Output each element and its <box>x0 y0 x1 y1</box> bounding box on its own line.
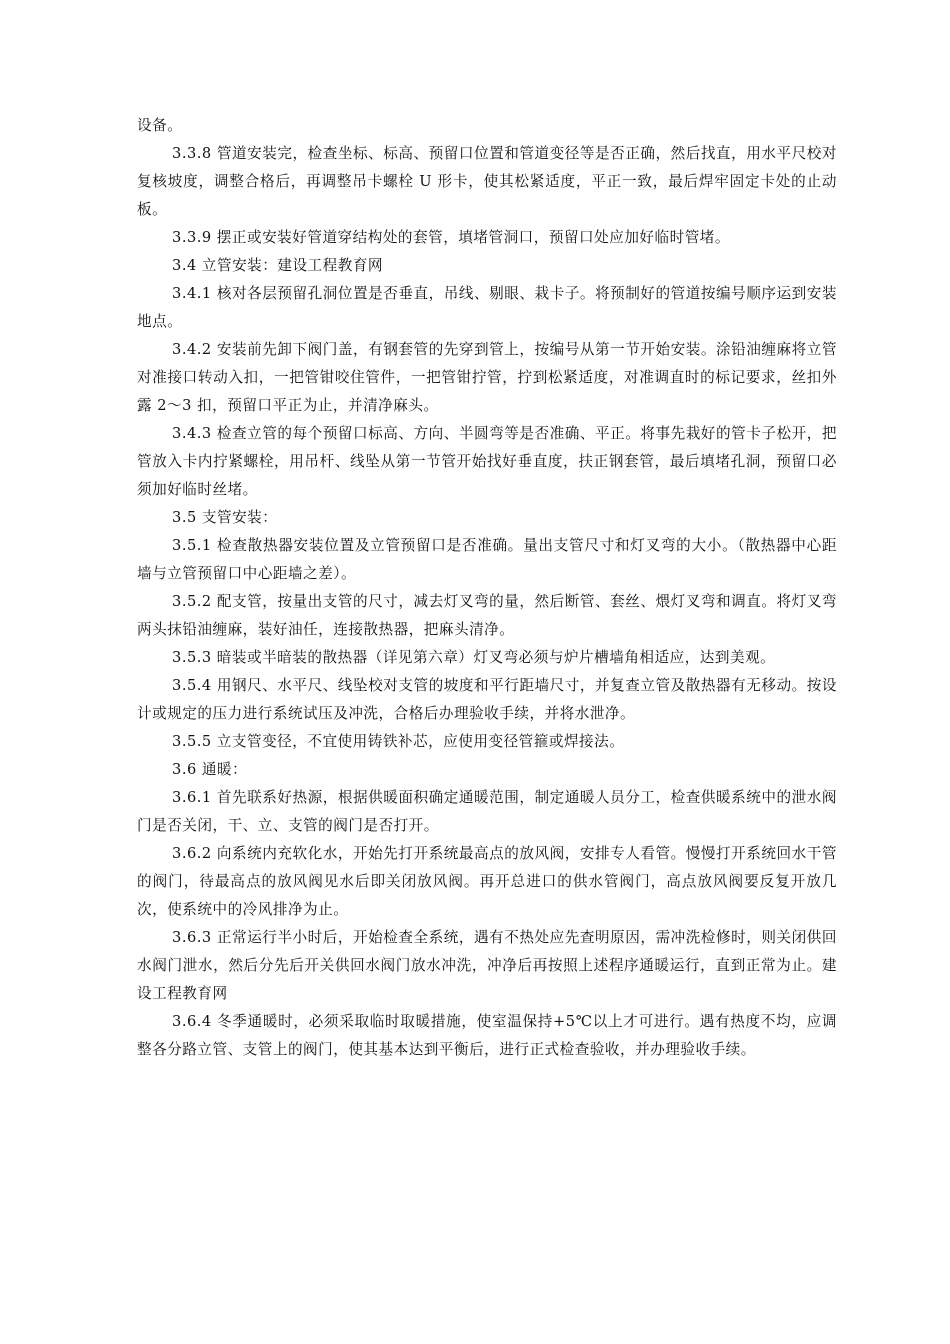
paragraph-3-6-4: 3.6.4 冬季通暖时，必须采取临时取暖措施，使室温保持+5℃以上才可进行。遇有热度不均，应调整各分路立管、支管上的阀门，使其基本达到平衡后，进行正式检查验收，并办理验收手续。 <box>137 1013 837 1058</box>
paragraph-3-4-3: 3.4.3 检查立管的每个预留口标高、方向、半圆弯等是否准确、平正。将事先栽好的管卡子松开，把管放入卡内拧紧螺栓，用吊杆、线坠从第一节管开始找好垂直度，扶正钢套管，最后填堵孔洞，预留口必须加好临时丝堵。 <box>137 425 837 498</box>
paragraph-continuation: 设备。 <box>137 117 183 134</box>
paragraph-3-6-1: 3.6.1 首先联系好热源，根据供暖面积确定通暖范围，制定通暖人员分工，检查供暖系统中的泄水阀门是否关闭，干、立、支管的阀门是否打开。 <box>137 789 837 834</box>
paragraph-3-5-5: 3.5.5 立支管变径，不宜使用铸铁补芯，应使用变径管箍或焊接法。 <box>172 733 625 750</box>
paragraph-3-5-3: 3.5.3 暗装或半暗装的散热器（详见第六章）灯叉弯必须与炉片槽墙角相适应，达到美观。 <box>172 649 776 666</box>
paragraph-3-3-8: 3.3.8 管道安装完，检查坐标、标高、预留口位置和管道变径等是否正确，然后找直，用水平尺校对复核坡度，调整合格后，再调整吊卡螺栓 U 形卡，使其松紧适度，平正一致，最后焊牢固定卡处的止动板。 <box>137 145 837 218</box>
paragraph-3-4-1: 3.4.1 核对各层预留孔洞位置是否垂直，吊线、剔眼、栽卡子。将预制好的管道按编号顺序运到安装地点。 <box>137 285 837 330</box>
paragraph-3-6-2: 3.6.2 向系统内充软化水，开始先打开系统最高点的放风阀，安排专人看管。慢慢打开系统回水干管的阀门，待最高点的放风阀见水后即关闭放风阀。再开总进口的供水管阀门，高点放风阀要反复开放几次，使系统中的冷风排净为止。 <box>137 845 837 918</box>
paragraph-3-6-3: 3.6.3 正常运行半小时后，开始检查全系统，遇有不热处应先查明原因，需冲洗检修时，则关闭供回水阀门泄水，然后分先后开关供回水阀门放水冲洗，冲净后再按照上述程序通暖运行，直到正常为止。建设工程教育网 <box>137 929 837 1002</box>
paragraph-3-5-2: 3.5.2 配支管，按量出支管的尺寸，减去灯叉弯的量，然后断管、套丝、煨灯叉弯和调直。将灯叉弯两头抹铅油缠麻，装好油任，连接散热器，把麻头清净。 <box>137 593 837 638</box>
section-heading-3-5: 3.5 支管安装： <box>172 509 278 526</box>
paragraph-3-5-1: 3.5.1 检查散热器安装位置及立管预留口是否准确。量出支管尺寸和灯叉弯的大小。（散热器中心距墙与立管预留口中心距墙之差）。 <box>137 537 837 582</box>
section-heading-3-4: 3.4 立管安装：建设工程教育网 <box>172 257 384 274</box>
document-body <box>137 112 837 1064</box>
paragraph-3-3-9: 3.3.9 摆正或安装好管道穿结构处的套管，填堵管洞口，预留口处应加好临时管堵。 <box>172 229 730 246</box>
paragraph-3-5-4: 3.5.4 用钢尺、水平尺、线坠校对支管的坡度和平行距墙尺寸，并复查立管及散热器有无移动。按设计或规定的压力进行系统试压及冲洗，合格后办理验收手续，并将水泄净。 <box>137 677 837 722</box>
section-heading-3-6: 3.6 通暖： <box>172 761 248 778</box>
paragraph-3-4-2: 3.4.2 安装前先卸下阀门盖，有钢套管的先穿到管上，按编号从第一节开始安装。涂铅油缠麻将立管对准接口转动入扣，一把管钳咬住管件，一把管钳拧管，拧到松紧适度，对准调直时的标记要求，丝扣外露 2～3 扣，预留口平正为止，并清净麻头。 <box>137 341 837 414</box>
